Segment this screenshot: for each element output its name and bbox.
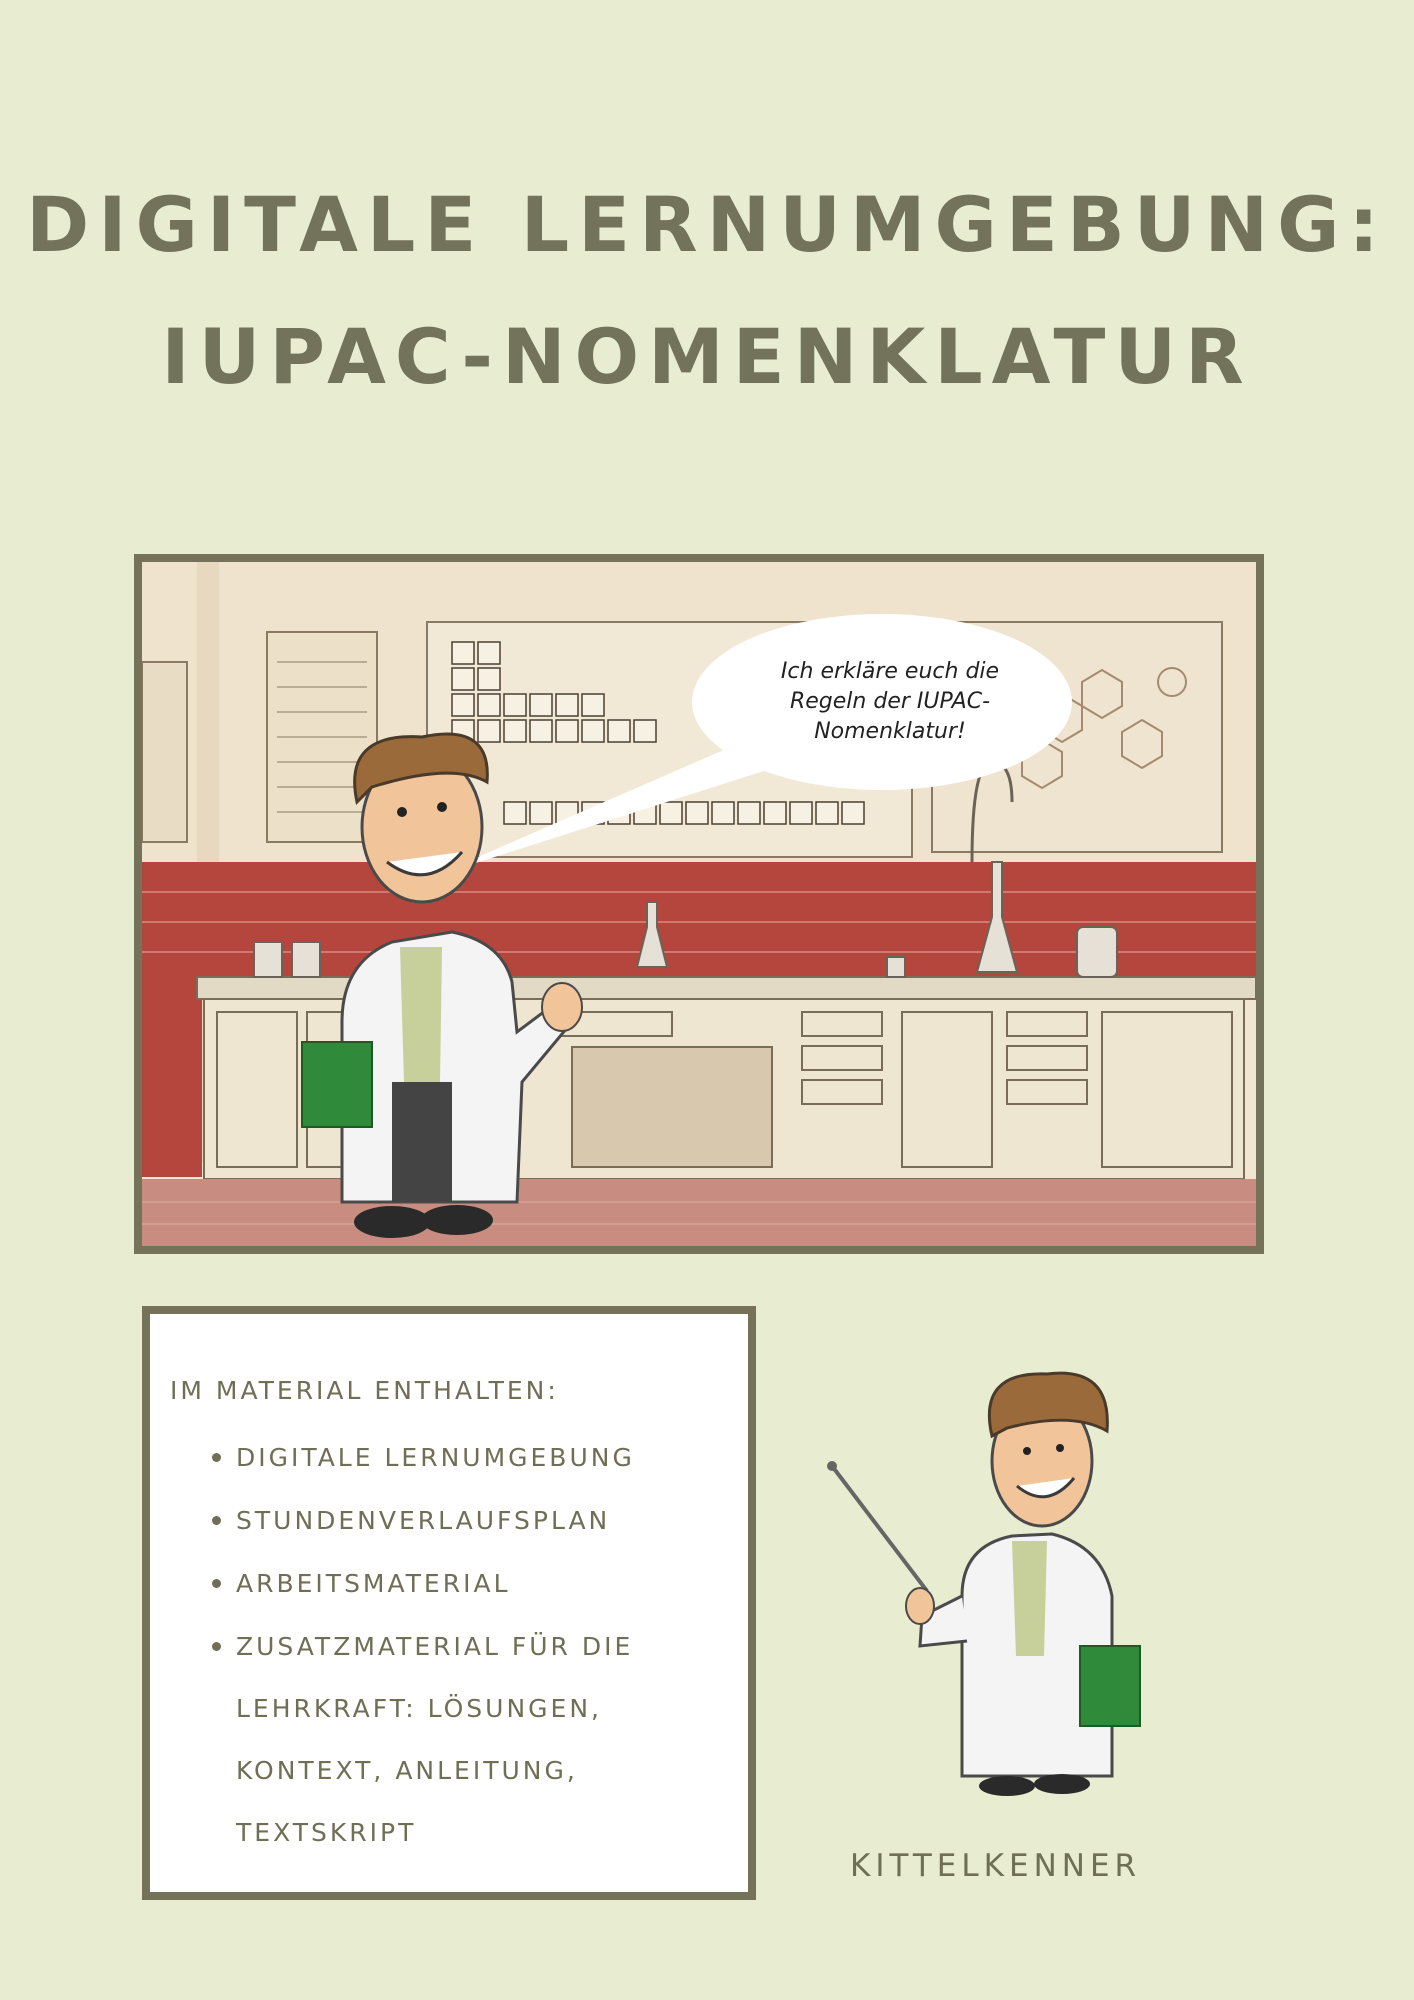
contents-list xyxy=(188,1426,726,1864)
list-item: • ZUSATZMATERIAL FÜR DIE LEHRKRAFT: LÖSUNGEN, KONTEXT, ANLEITUNG, TEXTSKRIPT xyxy=(236,1615,726,1864)
contents-heading: IM MATERIAL ENTHALTEN: xyxy=(170,1376,559,1405)
list-item: • DIGITALE LERNUMGEBUNG xyxy=(236,1426,726,1489)
lab-scene-image xyxy=(142,562,1256,1246)
list-item: • ARBEITSMATERIAL xyxy=(236,1552,726,1615)
pointer-stick xyxy=(832,1466,927,1591)
brand-name: KITTELKENNER xyxy=(850,1848,1142,1884)
page-title-line-1: DIGITALE LERNUMGEBUNG: xyxy=(26,180,1388,269)
mascot-image xyxy=(812,1356,1192,1796)
contents-box xyxy=(142,1306,756,1900)
list-item: • STUNDENVERLAUFSPLAN xyxy=(236,1489,726,1552)
page-title-line-2: IUPAC-NOMENKLATUR xyxy=(161,312,1253,401)
speech-bubble-text: Ich erkläre euch die Regeln der IUPAC-Nomenklatur! xyxy=(780,659,1000,744)
green-folder xyxy=(302,1042,372,1127)
lab-illustration xyxy=(134,554,1264,1254)
